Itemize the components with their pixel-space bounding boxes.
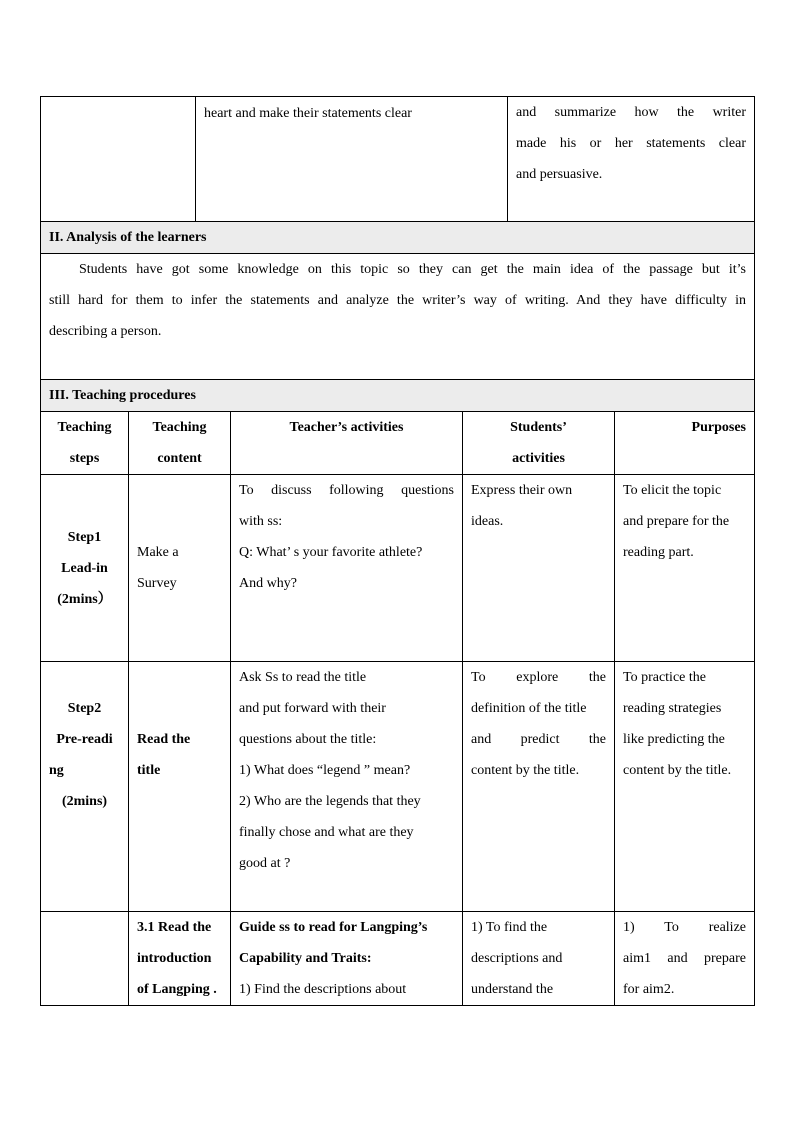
step1-teacher-cell — [231, 475, 463, 662]
step2-purposes-line-1: To practice the — [623, 670, 706, 685]
step2-teacher-cell — [231, 662, 463, 912]
continuation-middle-text: heart and make their statements clear — [204, 106, 412, 121]
step1-purposes-line-1: To elicit the topic — [623, 483, 722, 498]
step1-step-cell — [41, 475, 129, 662]
step3-teacher-line-1: 1) Find the descriptions about — [239, 982, 407, 997]
step1-teacher-line-1: To discuss following questions — [239, 483, 454, 498]
step2-students-line-3: and predict the — [471, 732, 606, 747]
step2-students-line-4: content by the title. — [471, 763, 580, 778]
step3-content-line-1: 3.1 Read the — [137, 920, 212, 935]
step3-students-line-2: descriptions and — [471, 951, 563, 966]
step1-students-line-1: Express their own — [471, 483, 573, 498]
step1-students-line-2: ideas. — [471, 514, 504, 529]
learners-line-2: still hard for them to infer the statements and analyze the writer’s way of writing. And they have difficulty in — [49, 293, 746, 308]
step1-step-line-2: Lead-in — [61, 560, 108, 576]
step2-students-cell — [463, 662, 615, 912]
objectives-continuation-table — [40, 96, 755, 380]
learners-heading: II. Analysis of the learners — [41, 222, 755, 254]
step2-students-line-2: definition of the title — [471, 701, 587, 716]
step3-students-line-1: 1) To find the — [471, 920, 548, 935]
header-purposes: Purposes — [615, 412, 755, 475]
step2-teacher-line-4: 1) What does “legend ” mean? — [239, 763, 411, 778]
continuation-row — [41, 97, 755, 222]
header-teaching-content — [129, 412, 231, 475]
header-steps-line-2: steps — [69, 451, 100, 466]
teaching-procedures-table — [40, 379, 755, 1006]
continuation-right-line-3: and persuasive. — [516, 167, 603, 182]
step3-content-cell — [129, 912, 231, 1006]
step2-content-line-1: Read the — [137, 732, 191, 747]
header-teaching-steps — [41, 412, 129, 475]
step3-teacher-bold-line-2: Capability and Traits: — [239, 951, 372, 966]
learners-line-3: describing a person. — [49, 324, 162, 339]
step1-teacher-line-3: Q: What’ s your favorite athlete? — [239, 545, 423, 560]
step3-purposes-line-1: 1) To realize — [623, 920, 746, 935]
step2-step-line-2: Pre-readi — [56, 732, 113, 747]
continuation-right-cell — [508, 97, 755, 222]
header-students-activities — [463, 412, 615, 475]
header-content-line-2: content — [157, 451, 202, 466]
procedures-header-row — [41, 412, 755, 475]
step1-content-cell — [129, 475, 231, 662]
step3-content-line-2: introduction — [137, 951, 212, 966]
learners-analysis-cell — [41, 254, 755, 380]
header-teacher-activities: Teacher’s activities — [231, 412, 463, 475]
step2-purposes-line-3: like predicting the — [623, 732, 725, 747]
continuation-middle-cell — [196, 97, 508, 222]
continuation-right-line-2: made his or her statements clear — [516, 136, 746, 151]
step2-purposes-line-4: content by the title. — [623, 763, 732, 778]
step3-content-line-3: of Langping . — [137, 982, 217, 997]
step2-teacher-line-2: and put forward with their — [239, 701, 386, 716]
step2-purposes-cell — [615, 662, 755, 912]
step1-purposes-line-3: reading part. — [623, 545, 694, 560]
header-steps-line-1: Teaching — [57, 420, 112, 435]
step2-step-line-3: ng — [49, 763, 64, 778]
step1-row — [41, 475, 755, 662]
step3-row — [41, 912, 755, 1006]
step1-step-line-3: (2mins） — [57, 591, 112, 607]
step2-row — [41, 662, 755, 912]
header-content-line-1: Teaching — [152, 420, 207, 435]
learners-line-1: Students have got some knowledge on this topic so they can get the main idea of the passage but it’s — [79, 262, 746, 277]
step1-teacher-line-4: And why? — [239, 576, 297, 591]
step1-step-line-1: Step1 — [67, 529, 102, 545]
learners-analysis-row — [41, 254, 755, 380]
step2-content-cell — [129, 662, 231, 912]
step1-teacher-line-2: with ss: — [239, 514, 283, 529]
step2-students-line-1: To explore the — [471, 670, 606, 685]
step3-purposes-line-3: for aim2. — [623, 982, 675, 997]
continuation-empty-cell — [41, 97, 196, 222]
step2-step-cell — [41, 662, 129, 912]
step2-step-line-4: (2mins) — [61, 794, 108, 809]
step3-teacher-bold-line-1: Guide ss to read for Langping’s — [239, 920, 428, 935]
step2-teacher-line-6: finally chose and what are they — [239, 825, 414, 840]
step1-purposes-cell — [615, 475, 755, 662]
step2-step-line-1: Step2 — [67, 701, 102, 716]
step2-teacher-line-3: questions about the title: — [239, 732, 377, 747]
step3-students-line-3: understand the — [471, 982, 554, 997]
step2-teacher-line-7: good at ? — [239, 856, 291, 871]
header-students-line-2: activities — [512, 451, 565, 466]
step3-purposes-cell — [615, 912, 755, 1006]
step2-purposes-line-2: reading strategies — [623, 701, 722, 716]
step1-students-cell — [463, 475, 615, 662]
step1-purposes-line-2: and prepare for the — [623, 514, 730, 529]
step3-teacher-cell — [231, 912, 463, 1006]
step3-step-cell — [41, 912, 129, 1006]
continuation-right-line-1: and summarize how the writer — [516, 105, 746, 120]
step2-teacher-line-5: 2) Who are the legends that they — [239, 794, 421, 809]
header-students-line-1: Students’ — [510, 420, 567, 435]
step1-content-line-2: Survey — [137, 576, 177, 591]
step3-purposes-line-2: aim1 and prepare — [623, 951, 746, 966]
procedures-heading: III. Teaching procedures — [41, 380, 755, 412]
step2-teacher-line-1: Ask Ss to read the title — [239, 670, 367, 685]
step3-students-cell — [463, 912, 615, 1006]
step1-content-line-1: Make a — [137, 545, 179, 560]
step2-content-line-2: title — [137, 763, 161, 778]
